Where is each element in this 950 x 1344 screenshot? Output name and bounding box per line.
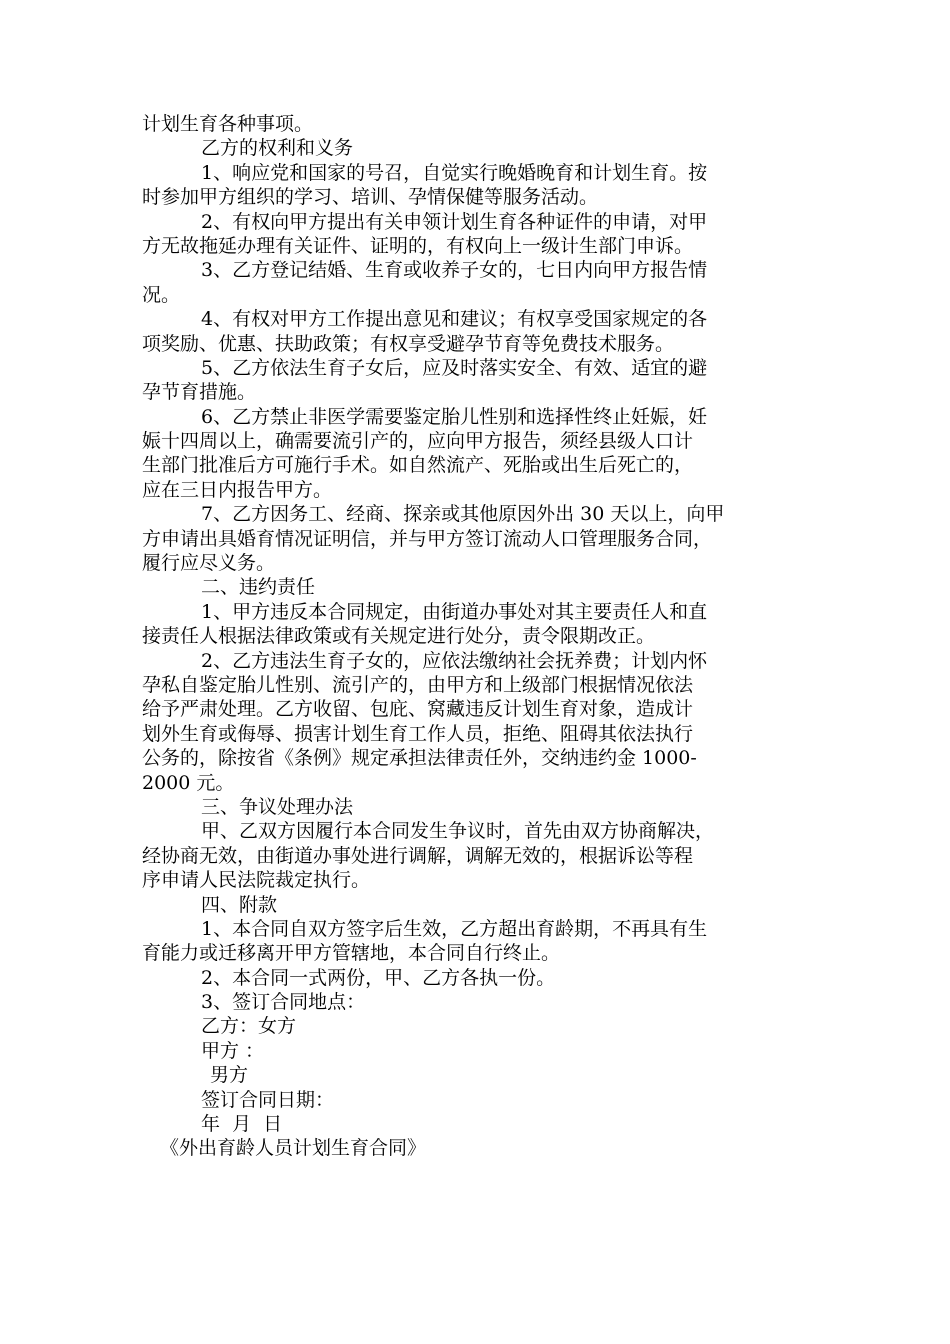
text-line: 计划生育各种事项。: [142, 113, 314, 135]
text-line: 4、有权对甲方工作提出意见和建议；有权享受国家规定的各: [201, 308, 708, 331]
text-line: 孕私自鉴定胎儿性别、流引产的，由甲方和上级部门根据情况依法: [142, 673, 694, 696]
contract-body: [142, 112, 814, 1161]
text-line: 5、乙方依法生育子女后，应及时落实安全、有效、适宜的避: [201, 356, 708, 379]
text-line: 履行应尽义务。: [142, 552, 276, 575]
text-line: 1、响应党和国家的号召，自觉实行晚婚晚育和计划生育。按: [201, 161, 708, 184]
text-line: 接责任人根据法律政策或有关规定进行处分，责令限期改正。: [142, 625, 656, 648]
text-line: 生部门批准后方可施行手术。如自然流产、死胎或出生后死亡的，: [142, 454, 694, 477]
text-line: 7、乙方因务工、经商、探亲或其他原因外出 30 天以上，向甲: [201, 503, 725, 526]
section-heading: 二、违约责任: [201, 576, 316, 599]
text-line: 育能力或迁移离开甲方管辖地，本合同自行终止。: [142, 942, 561, 965]
text-line: 方申请出具婚育情况证明信，并与甲方签订流动人口管理服务合同，: [142, 527, 713, 550]
text-line: 划外生育或侮辱、损害计划生育工作人员，拒绝、阻碍其依法执行: [142, 722, 694, 745]
text-line: 给予严肃处理。乙方收留、包庇、窝藏违反计划生育对象，造成计: [142, 698, 694, 721]
signing-date-label: 签订合同日期：: [201, 1088, 335, 1111]
text-line: 经协商无效，由街道办事处进行调解，调解无效的，根据诉讼等程: [142, 844, 694, 867]
text-line: 2000 元。: [142, 771, 235, 794]
section-heading: 乙方的权利和义务: [201, 137, 354, 160]
text-line: 1、本合同自双方签字后生效，乙方超出育龄期，不再具有生: [201, 917, 708, 940]
text-line: 娠十四周以上，确需要流引产的，应向甲方报告，须经县级人口计: [142, 430, 694, 453]
text-line: 6、乙方禁止非医学需要鉴定胎儿性别和选择性终止妊娠，妊: [201, 405, 708, 428]
section-heading: 三、争议处理办法: [201, 795, 354, 818]
text-line: 3、签订合同地点：: [201, 991, 366, 1014]
text-line: 方无故拖延办理有关证件、证明的，有权向上一级计生部门申诉。: [142, 234, 694, 257]
text-line: 应在三日内报告甲方。: [142, 478, 333, 501]
signature-party-a: 甲方 ：: [201, 1039, 265, 1062]
section-heading: 四、附款: [201, 893, 278, 916]
text-line: 时参加甲方组织的学习、培训、孕情保健等服务活动。: [142, 186, 599, 209]
text-line: 2、有权向甲方提出有关申领计划生育各种证件的申请，对甲: [201, 210, 708, 233]
signing-date: 年 月 日: [201, 1113, 283, 1136]
signature-party-b: 乙方：女方: [201, 1015, 297, 1038]
text-line: 1、甲方违反本合同规定，由街道办事处对其主要责任人和直: [201, 600, 708, 623]
text-line: 甲、乙双方因履行本合同发生争议时，首先由双方协商解决，: [201, 820, 715, 843]
text-line: 2、本合同一式两份，甲、乙方各执一份。: [201, 966, 556, 989]
text-line: 孕节育措施。: [142, 381, 257, 404]
text-line: 公务的，除按省《条例》规定承担法律责任外，交纳违约金 1000-: [142, 747, 697, 770]
signature-male: 男方: [210, 1064, 249, 1087]
text-line: 3、乙方登记结婚、生育或收养子女的，七日内向甲方报告情: [201, 259, 708, 282]
text-line: 2、乙方违法生育子女的，应依法缴纳社会抚养费；计划内怀: [201, 649, 708, 672]
text-line: 况。: [142, 283, 181, 306]
text-line: 项奖励、优惠、扶助政策；有权享受避孕节育等免费技术服务。: [142, 332, 675, 355]
text-line: 序申请人民法院裁定执行。: [142, 869, 371, 892]
document-title-footer: 《外出育龄人员计划生育合同》: [160, 1137, 427, 1160]
